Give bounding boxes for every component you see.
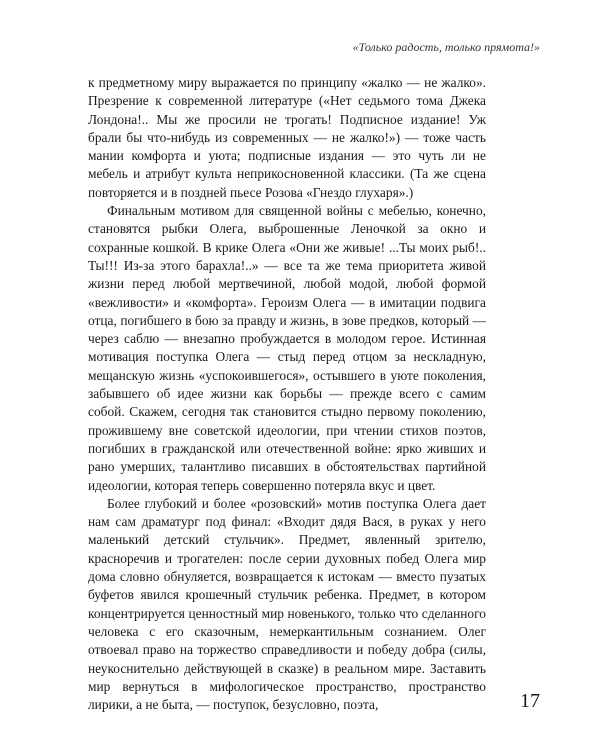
- paragraph-2: Финальным мотивом для священной войны с мебелью, конечно, становятся рыбки Олега, выброшенные Леночкой за окно и сохранные кошкой. В крике Олега «Они же живые! ...Ты моих рыб!.. Ты!!! Из-за этого барахла!..» — все та же тема приоритета живой жизни перед любой мертвечиной, любой модой, любой формой «вежливости» и «комфорта». Героизм Олега — в имитации подвига отца, погибшего в бою за правду и жизнь, в зове предков, который — через саблю — внезапно пробуждается в молодом герое. Истинная мотивация поступка Олега — стыд перед отцом за нескладную, мещанскую жизнь «успокоившегося», остывшего в уюте поколения, забывшего об идее жизни как борьбы — прежде всего с самим собой. Скажем, сегодня так становится стыдно первому поколению, прожившему вне советской идеологии, при чтении стихов поэтов, погибших в гражданской или отечественной войне: ярко живших и рано умерших, талантливо писавших в обстоятельствах партийной идеологии, которая теперь совершенно потеряла вкус и цвет.: [88, 203, 486, 493]
- paragraph-1: к предметному миру выражается по принципу «жалко — не жалко». Презрение к современной литературе («Нет седьмого тома Джека Лондона!.. Мы же просили не трогать! Подписное издание! Уж брали бы что-нибудь из современных — не жалко!») — тоже часть мании комфорта и уюта; подписные издания — это чуть ли не мебель и атрибут культа неприкосновенной классики. (Та же сцена повторяется и в поздней пьесе Розова «Гнездо глухаря».): [88, 75, 486, 200]
- body-text: [88, 74, 486, 714]
- running-head: «Только радость, только прямота!»: [352, 40, 540, 54]
- page-number: 17: [520, 690, 540, 712]
- paragraph-3: Более глубокий и более «розовский» мотив поступка Олега дает нам сам драматург под финал: «Входит дядя Вася, в руках у него маленький детский стульчик». Предмет, явленный зрителю, красноречив и трогателен: после серии духовных побед Олега мир дома словно обнуляется, возвращается к истокам — вместо пузатых буфетов явился крошечный стульчик ребенка. Предмет, в котором концентрируется ценностный мир новенького, только что сделанного человека с его сказочным, немеркантильным сознанием. Олег отвоевал право на торжество справедливости и победу добра (силы, неукоснительно действующей в сказке) в реальном мире. Заставить мир вернуться в мифологическое пространство, пространство лирики, а не быта, — поступок, безусловно, поэта,: [88, 495, 486, 713]
